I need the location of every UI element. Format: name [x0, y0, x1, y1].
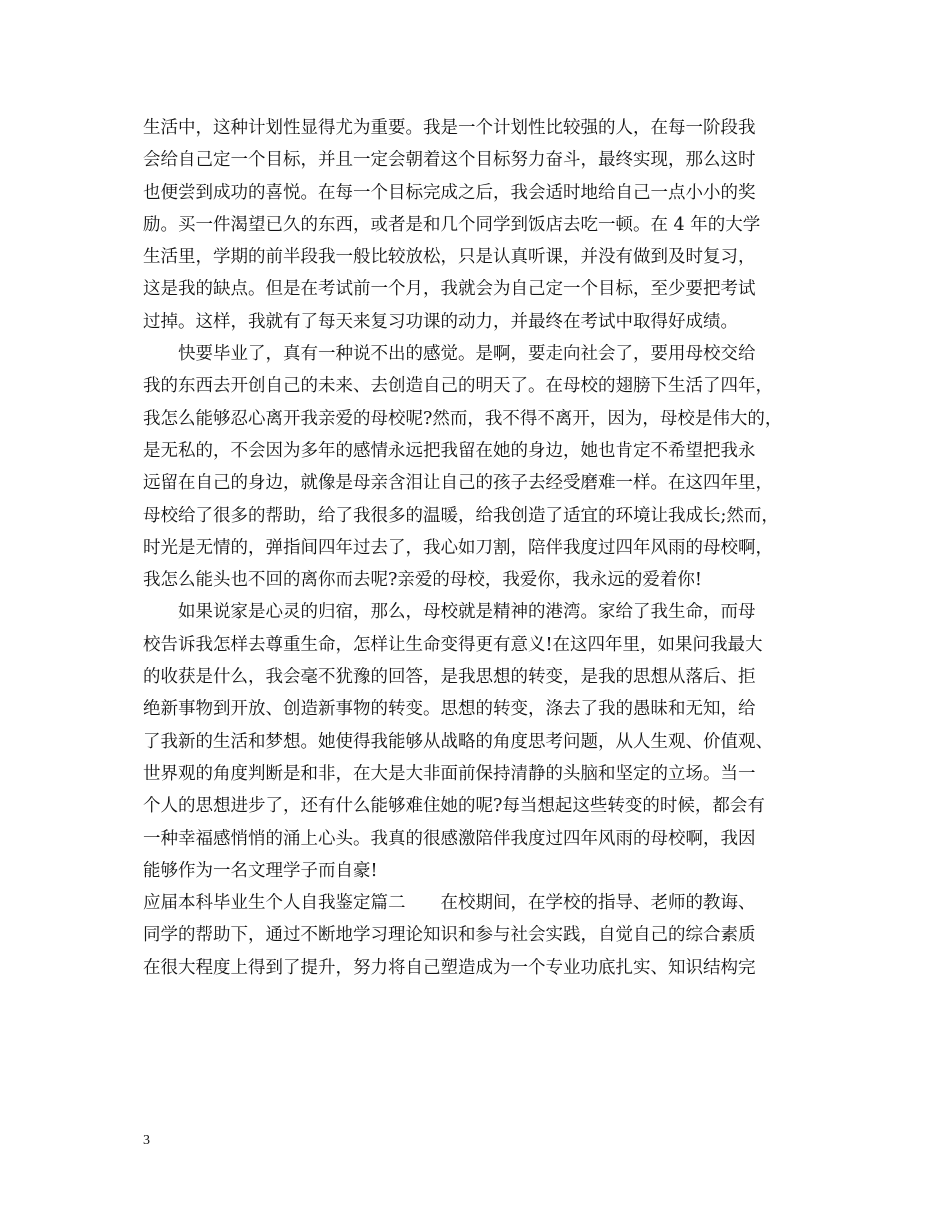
document-body — [143, 112, 823, 984]
paragraph-start-line: 如果说家是心灵的归宿，那么，母校就是精神的港湾。家给了我生命，而母 — [178, 602, 756, 623]
text-line: 世界观的角度判断是和非，在大是大非面前保持清静的头脑和坚定的立场。当一 — [143, 763, 756, 784]
text-line: 是无私的，不会因为多年的感情永远把我留在她的身边，她也肯定不希望把我永 — [143, 440, 756, 461]
text-line: 时光是无情的，弹指间四年过去了，我心如刀割，陪伴我度过四年风雨的母校啊， — [143, 537, 773, 558]
page-number: 3 — [143, 1133, 150, 1148]
text-line: 个人的思想进步了，还有什么能够难住她的呢?每当想起这些转变的时候，都会有 — [143, 796, 765, 817]
text-line: 我怎么能够忍心离开我亲爱的母校呢?然而，我不得不离开，因为，母校是伟大的， — [143, 408, 783, 429]
text-line: 母校给了很多的帮助，给了我很多的温暖，给我创造了适宜的环境让我成长;然而， — [143, 505, 779, 526]
section-heading-line: 应届本科毕业生个人自我鉴定篇二 在校期间，在学校的指导、老师的教诲、 — [143, 893, 756, 914]
text-line: 过掉。这样，我就有了每天来复习功课的动力，并最终在考试中取得好成绩。 — [143, 311, 738, 332]
text-line: 同学的帮助下，通过不断地学习理论知识和参与社会实践，自觉自己的综合素质 — [143, 925, 756, 946]
text-line: 能够作为一名文理学子而自豪! — [143, 860, 378, 881]
text-line: 生活中，这种计划性显得尤为重要。我是一个计划性比较强的人，在每一阶段我 — [143, 118, 756, 138]
text-line: 在很大程度上得到了提升，努力将自己塑造成为一个专业功底扎实、知识结构完 — [143, 957, 756, 978]
text-line: 了我新的生活和梦想。她使得我能够从战略的角度思考问题，从人生观、价值观、 — [143, 731, 773, 752]
text-line: 也便尝到成功的喜悦。在每一个目标完成之后，我会适时地给自己一点小小的奖 — [143, 182, 756, 203]
paragraph-start-line: 快要毕业了，真有一种说不出的感觉。是啊，要走向社会了，要用母校交给 — [178, 344, 756, 365]
text-line: 我的东西去开创自己的未来、去创造自己的明天了。在母校的翅膀下生活了四年， — [143, 376, 773, 397]
text-line: 一种幸福感悄悄的涌上心头。我真的很感激陪伴我度过四年风雨的母校啊，我因 — [143, 828, 756, 849]
text-line: 远留在自己的身边，就像是母亲含泪让自己的孩子去经受磨难一样。在这四年里， — [143, 473, 773, 494]
text-line: 我怎么能头也不回的离你而去呢?亲爱的母校，我爱你，我永远的爱着你! — [143, 570, 702, 591]
text-line: 校告诉我怎样去尊重生命，怎样让生命变得更有意义!在这四年里，如果问我最大 — [143, 634, 763, 655]
text-line: 这是我的缺点。但是在考试前一个月，我就会为自己定一个目标，至少要把考试 — [143, 279, 756, 300]
text-line: 生活里，学期的前半段我一般比较放松，只是认真听课，并没有做到及时复习， — [143, 247, 756, 268]
text-line: 会给自己定一个目标，并且一定会朝着这个目标努力奋斗，最终实现，那么这时 — [143, 150, 756, 171]
text-line: 绝新事物到开放、创造新事物的转变。思想的转变，涤去了我的愚昧和无知，给 — [143, 699, 756, 720]
text-line: 励。买一件渴望已久的东西，或者是和几个同学到饭店去吃一顿。在 4 年的大学 — [143, 214, 761, 235]
text-line: 的收获是什么，我会毫不犹豫的回答，是我思想的转变，是我的思想从落后、拒 — [143, 667, 756, 688]
